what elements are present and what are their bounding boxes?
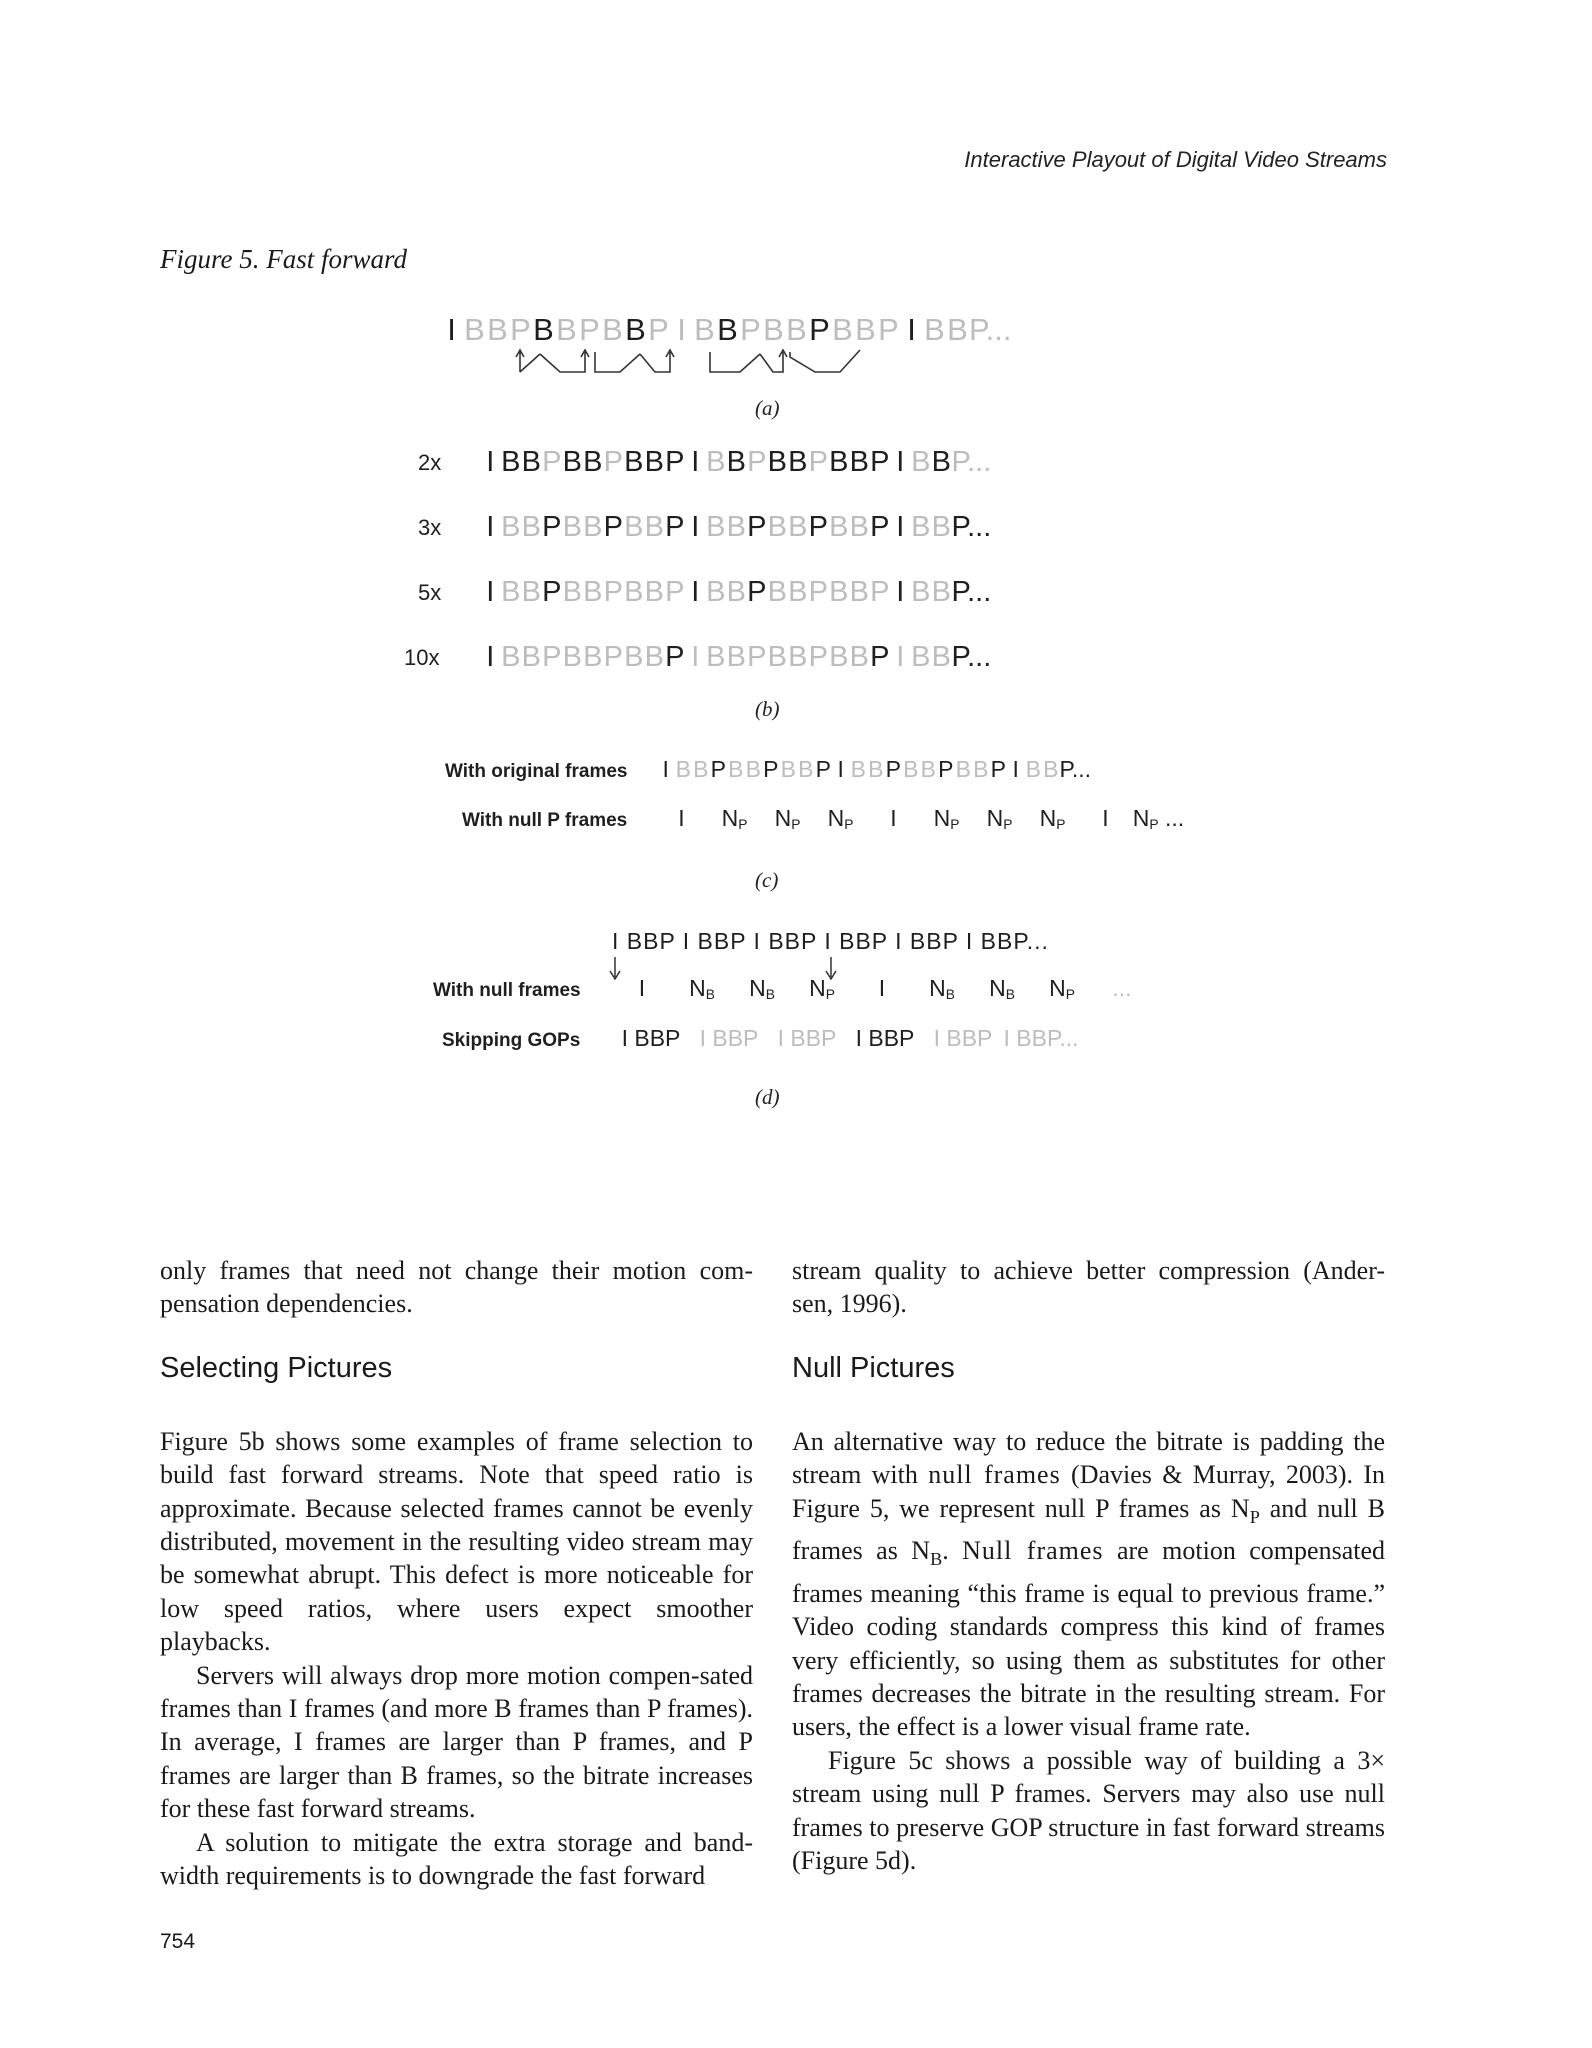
speed-3x-label: 3x (418, 515, 442, 540)
speed-10x-label: 10x (404, 645, 440, 670)
frame-letter: B (501, 641, 521, 673)
frame-letter: B (903, 756, 919, 782)
frame-letter: P (938, 756, 954, 782)
frame-letter: NP ... (1132, 805, 1185, 832)
frame-letter: I (447, 312, 456, 347)
frame-letter: B (624, 576, 644, 608)
frame-letter: P (990, 756, 1006, 782)
with-original-frames-label: With original frames (445, 761, 628, 782)
p1-text-a: An alternative way to reduce the bitrate is padding the stream with (792, 1426, 1385, 1490)
frame-letter: B (583, 641, 603, 673)
null-frames-term-2: Null frames (962, 1536, 1104, 1566)
frame-letter: B (947, 312, 968, 347)
running-header: Interactive Playout of Digital Video Streams (964, 147, 1387, 172)
frame-letter: B (849, 511, 869, 543)
null-frames-sequence (612, 975, 1152, 1002)
null-pictures-heading: Null Pictures (792, 1351, 955, 1384)
frame-letter: B (745, 756, 761, 782)
frame-letter: B (911, 511, 931, 543)
frame-letter: P (542, 511, 562, 543)
frame-letter: B (767, 641, 787, 673)
right-paragraph-1 (792, 1425, 1385, 1744)
frame-letter: B (1025, 756, 1041, 782)
frame-letter: B (767, 511, 787, 543)
speed-5x-sequence (480, 576, 992, 609)
frame-letter: P (808, 641, 828, 673)
figure-caption: Figure 5. Fast forward (160, 244, 408, 274)
left-paragraph-1: Figure 5b shows some examples of frame selection to build fast forward streams. Note that speed ratio is approximate. Because selected frames cannot be evenly distributed, movement in the resulting video stream may be somewhat abrupt. This defect is more noticeable for low speed ratios, where users expect smoother playbacks. (160, 1426, 753, 1657)
frame-letter: B (829, 446, 849, 478)
frame-letter: I (907, 312, 916, 347)
np-subscript: P (1249, 1506, 1260, 1527)
original-frames-sequence (657, 756, 1092, 783)
frame-letter: P (665, 576, 685, 608)
frame-letter: B (767, 576, 787, 608)
frame-letter: P (603, 576, 623, 608)
frame-letter: P (740, 312, 761, 347)
frame-letter: NB (689, 975, 715, 1002)
frame-letter: I (662, 756, 669, 782)
frame-letter: NP (933, 805, 960, 832)
frame-letter: B (850, 756, 866, 782)
frame-letter: B (855, 312, 876, 347)
frame-letter: B (832, 312, 853, 347)
frame-letter: P (808, 576, 828, 608)
left-intro-paragraph: only frames that need not change their motion com-pensation dependencies. (160, 1256, 753, 1319)
gop-group: I BBP (855, 1025, 915, 1051)
frame-letter: P (870, 446, 890, 478)
gop-group: I BBP (699, 1025, 759, 1051)
frame-letter: B (829, 511, 849, 543)
frame-letter: B (501, 576, 521, 608)
speed-3x-sequence (480, 511, 992, 544)
figure-5a-label: (a) (755, 396, 780, 420)
skipping-gops-sequence (612, 1025, 1080, 1052)
frame-letter: B (931, 511, 951, 543)
frame-letter: B (786, 312, 807, 347)
frame-letter: B (788, 641, 808, 673)
frame-letter: P (885, 756, 901, 782)
frame-letter: B (868, 756, 884, 782)
frame-letter: B (849, 641, 869, 673)
frame-letter: P (665, 511, 685, 543)
frame-letter: B (849, 576, 869, 608)
frame-letter: B (556, 312, 577, 347)
frame-letter: B (583, 446, 603, 478)
frame-letter: I (486, 641, 495, 673)
frame-letter: B (562, 641, 582, 673)
frame-letter: B (562, 446, 582, 478)
frame-letter: NB (749, 975, 775, 1002)
frame-letter: B (728, 756, 744, 782)
frame-letter: NP (827, 805, 854, 832)
figure-5d-label: (d) (755, 1085, 780, 1109)
figure-5a-dependency-arrows (515, 342, 875, 382)
frame-letter: B (706, 511, 726, 543)
frame-letter: B (562, 576, 582, 608)
frame-letter: I (486, 511, 495, 543)
speed-5x-label: 5x (418, 580, 442, 605)
frame-letter: B (706, 641, 726, 673)
frame-letter: B (726, 576, 746, 608)
frame-letter: P (747, 641, 767, 673)
gop-sequence: I BBP I BBP I BBP I BBP I BBP I BBP... (612, 928, 1049, 954)
frame-letter: B (464, 312, 485, 347)
frame-letter: I (1012, 756, 1019, 782)
frame-letter: P (542, 576, 562, 608)
frame-letter: P (710, 756, 726, 782)
frame-letter: B (501, 446, 521, 478)
frame-letter: B (829, 641, 849, 673)
frame-letter: B (501, 511, 521, 543)
frame-letter: B (920, 756, 936, 782)
frame-letter: I (678, 805, 685, 831)
p1-text-b: (Davies & Murray, 2003). In Figure 5, we represent null P frames as N (792, 1460, 1386, 1523)
frame-letter: P... (951, 446, 992, 478)
frame-letter: P (808, 446, 828, 478)
frame-letter: B (487, 312, 508, 347)
frame-letter: P (763, 756, 779, 782)
frame-letter: B (521, 576, 541, 608)
frame-letter: I (677, 312, 686, 347)
frame-letter: B (924, 312, 945, 347)
frame-letter: B (644, 576, 664, 608)
frame-letter: B (625, 312, 646, 347)
frame-letter: B (931, 446, 951, 478)
frame-letter: NP (721, 805, 748, 832)
frame-letter: B (1043, 756, 1059, 782)
frame-letter: P (579, 312, 600, 347)
frame-letter: I (691, 576, 700, 608)
frame-letter: P (603, 641, 623, 673)
frame-letter: I (896, 446, 905, 478)
frame-letter: B (644, 446, 664, 478)
frame-letter: P (870, 641, 890, 673)
frame-letter: P (603, 446, 623, 478)
frame-letter: B (706, 576, 726, 608)
speed-10x-sequence (480, 641, 992, 674)
frame-letter: B (788, 511, 808, 543)
frame-letter: P (603, 511, 623, 543)
frame-letter: B (521, 641, 541, 673)
frame-letter: P (747, 446, 767, 478)
left-column (160, 1254, 753, 1893)
left-paragraph-3: A solution to mitigate the extra storage and band-width requirements is to downgrade the fast forward (160, 1827, 753, 1891)
frame-letter: P (665, 446, 685, 478)
frame-letter: B (911, 641, 931, 673)
speed-2x-label: 2x (418, 450, 442, 475)
frame-letter: B (829, 576, 849, 608)
selecting-pictures-heading: Selecting Pictures (160, 1351, 393, 1384)
frame-letter: B (798, 756, 814, 782)
p1-text-c: and null B frames as N (792, 1493, 1385, 1566)
frame-letter: B (583, 511, 603, 543)
frame-letter: P... (969, 312, 1012, 347)
frame-letter: B (675, 756, 691, 782)
frame-letter: B (788, 576, 808, 608)
gop-group: I BBP... (1003, 1025, 1079, 1051)
gop-group: I BBP (933, 1025, 993, 1051)
frame-letter: B (726, 641, 746, 673)
frame-letter: B (562, 511, 582, 543)
frame-letter: P (809, 312, 830, 347)
frame-letter: NP (1039, 805, 1066, 832)
frame-letter: B (706, 446, 726, 478)
right-intro-paragraph: stream quality to achieve better compression (Ander-sen, 1996). (792, 1256, 1385, 1319)
left-paragraph-2: Servers will always drop more motion compen-sated frames than I frames (and more B frames than P frames). In average, I frames are larger than P frames, and P frames are larger than B frames, so the bitrate increases for these fast forward streams. (160, 1660, 753, 1824)
gop-group: I BBP (621, 1025, 681, 1051)
frame-letter: I (878, 975, 886, 1001)
frame-letter: P... (951, 576, 992, 608)
frame-letter: B (624, 511, 644, 543)
frame-letter: P (542, 446, 562, 478)
frame-letter: P (665, 641, 685, 673)
frame-letter: I (691, 641, 700, 673)
frame-letter: B (780, 756, 796, 782)
frame-letter: B (973, 756, 989, 782)
frame-letter: B (763, 312, 784, 347)
frame-letter: B (788, 446, 808, 478)
frame-letter: B (533, 312, 554, 347)
frame-letter: I (486, 576, 495, 608)
frame-letter: NP (809, 975, 835, 1002)
with-null-frames-label: With null frames (433, 980, 581, 1001)
frame-letter: P (542, 641, 562, 673)
frame-letter: P (815, 756, 831, 782)
frame-letter: P (747, 576, 767, 608)
frame-letter: P (878, 312, 899, 347)
frame-letter: I (837, 756, 844, 782)
frame-letter: B (644, 511, 664, 543)
frame-letter: B (767, 446, 787, 478)
right-paragraph-2: Figure 5c shows a possible way of building a 3× stream using null P frames. Servers may also use null frames to preserve GOP structure in fast forward streams (Figure 5d). (792, 1745, 1385, 1876)
gop-group: I BBP (777, 1025, 837, 1051)
frame-letter: NP (774, 805, 801, 832)
frame-letter: I (691, 511, 700, 543)
frame-letter: P (747, 511, 767, 543)
right-column (792, 1254, 1385, 1877)
speed-2x-sequence (480, 446, 992, 479)
frame-letter: NP (986, 805, 1013, 832)
frame-letter: P (870, 576, 890, 608)
frame-letter: B (726, 511, 746, 543)
page-number: 754 (160, 1930, 196, 1953)
with-null-p-frames-label: With null P frames (462, 810, 628, 831)
frame-letter: B (911, 576, 931, 608)
frame-letter: B (931, 641, 951, 673)
frame-letter: I (896, 641, 905, 673)
frame-letter: P... (951, 641, 992, 673)
skipping-gops-label: Skipping GOPs (442, 1030, 581, 1051)
frame-letter: B (911, 446, 931, 478)
frame-letter: B (602, 312, 623, 347)
frame-letter: B (849, 446, 869, 478)
frame-letter: B (726, 446, 746, 478)
frame-letter: B (624, 446, 644, 478)
frame-letter: B (624, 641, 644, 673)
frame-letter: P... (1059, 756, 1092, 782)
frame-letter: P (510, 312, 531, 347)
frame-letter: I (638, 975, 646, 1001)
frame-letter: I (896, 511, 905, 543)
frame-letter: I (691, 446, 700, 478)
frame-letter: ... (1112, 975, 1132, 1001)
frame-letter: B (521, 511, 541, 543)
frame-letter: B (931, 576, 951, 608)
frame-letter: B (693, 756, 709, 782)
frame-letter: I (896, 576, 905, 608)
frame-letter: P... (951, 511, 992, 543)
frame-letter: P (648, 312, 669, 347)
nb-subscript: B (930, 1549, 943, 1570)
p1-text-d: . (942, 1536, 949, 1566)
figure-5b-label: (b) (755, 697, 780, 721)
frame-letter: B (521, 446, 541, 478)
frame-letter: B (694, 312, 715, 347)
frame-letter: P (808, 511, 828, 543)
frame-letter: I (890, 805, 897, 831)
frame-letter: B (644, 641, 664, 673)
frame-letter: I (486, 446, 495, 478)
figure-5c-label: (c) (755, 868, 779, 892)
frame-letter: NB (929, 975, 955, 1002)
p1-text-e: are motion compensated frames meaning “this frame is equal to previous frame.” Video coding standards compress this kind of frames very efficiently, so using them as substitutes for other frames decreases the bitrate in the resulting stream. For users, the effect is a lower visual frame rate. (792, 1536, 1385, 1742)
frame-letter: B (717, 312, 738, 347)
frame-letter: NP (1049, 975, 1075, 1002)
frame-letter: P (870, 511, 890, 543)
frame-letter: B (583, 576, 603, 608)
null-frames-term: null frames (928, 1460, 1061, 1490)
frame-letter: B (955, 756, 971, 782)
frame-letter: I (1102, 805, 1109, 831)
null-p-frames-sequence (655, 805, 1185, 832)
frame-letter: NB (989, 975, 1015, 1002)
